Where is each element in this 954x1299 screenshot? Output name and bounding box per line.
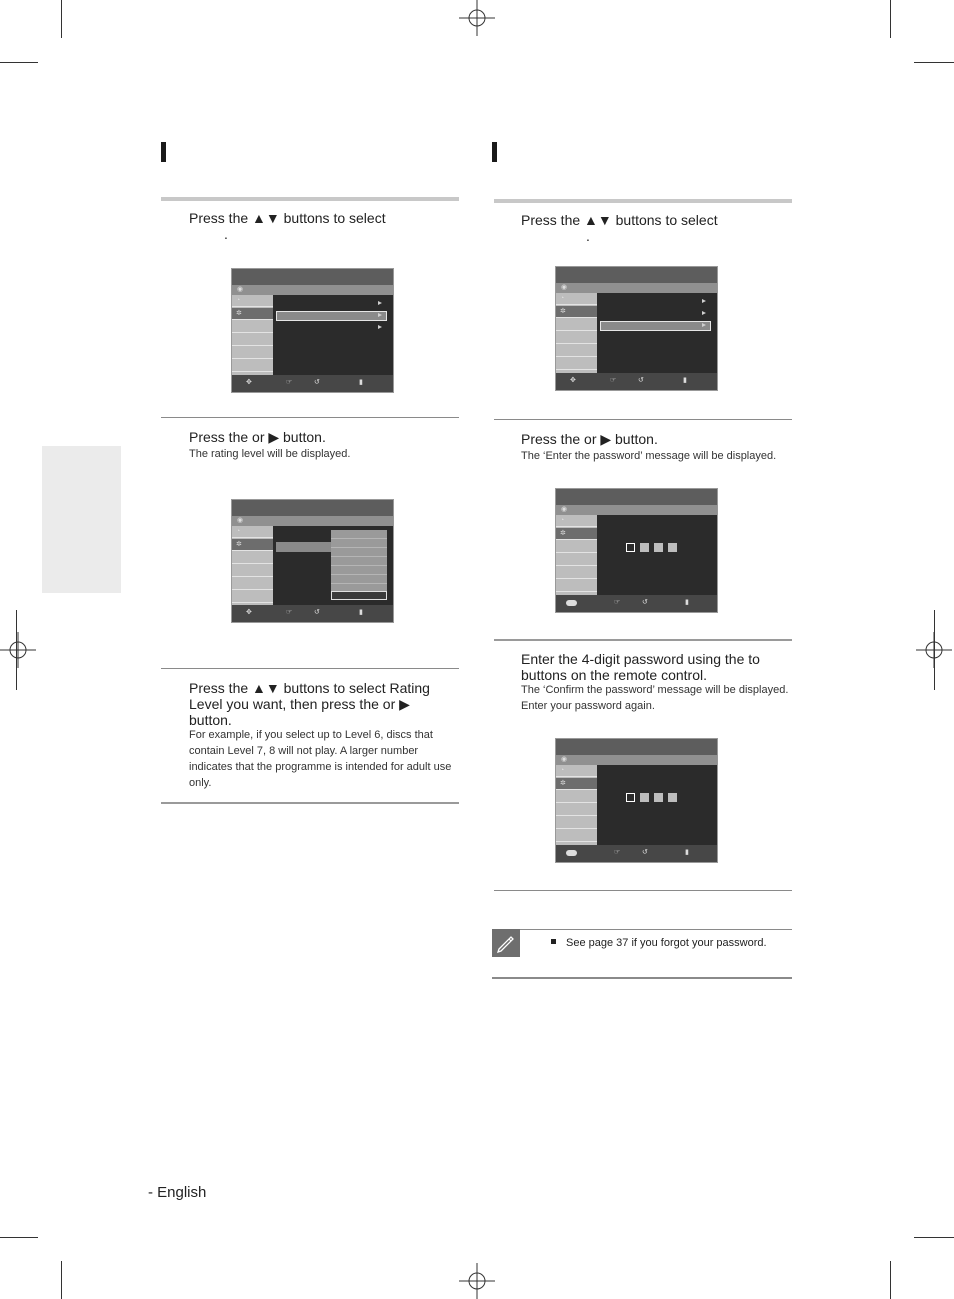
note-bullet bbox=[551, 939, 556, 944]
section-heading-bar bbox=[161, 142, 166, 162]
left-step1-dot: . bbox=[224, 226, 228, 242]
section-rule bbox=[494, 199, 792, 203]
right-step2-text: Press the or ▶ button. bbox=[521, 431, 658, 447]
crop-mark bbox=[934, 610, 935, 690]
left-step2-text: Press the or ▶ button. bbox=[189, 429, 326, 445]
left-step3-sub: For example, if you select up to Level 6, discs that contain Level 7, 8 will not play. A larger number indicates that the programme is intended for adult use only. bbox=[189, 729, 452, 789]
crop-mark bbox=[890, 1261, 891, 1299]
left-step1-text: Press the ▲▼ buttons to select bbox=[189, 210, 386, 226]
crop-mark bbox=[914, 1237, 954, 1238]
crop-mark bbox=[61, 1261, 62, 1299]
crop-mark bbox=[0, 62, 38, 63]
right-step3-sub: The ‘Confirm the password’ message will be displayed. Enter your password again. bbox=[521, 684, 789, 712]
enter-password-screenshot: ◉ ◔ ✲ ☞ ↺ ▮ bbox=[555, 488, 718, 613]
note-text: See page 37 if you forgot your password. bbox=[566, 937, 767, 949]
note-bottom-rule bbox=[492, 977, 792, 979]
step-divider bbox=[494, 639, 792, 641]
registration-mark bbox=[0, 632, 36, 668]
confirm-password-screenshot: ◉ ◔ ✲ ☞ ↺ ▮ bbox=[555, 738, 718, 863]
right-step2-sub: The ‘Enter the password’ message will be displayed. bbox=[521, 450, 777, 462]
crop-mark bbox=[16, 610, 17, 690]
step-divider bbox=[161, 417, 459, 418]
step-divider bbox=[494, 419, 792, 420]
step-divider bbox=[494, 890, 792, 891]
page-label: - English bbox=[148, 1184, 207, 1201]
note-top-rule bbox=[492, 929, 792, 930]
section-heading-bar bbox=[492, 142, 497, 162]
right-step3-text: Enter the 4-digit password using the to buttons on the remote control. bbox=[521, 651, 760, 683]
pencil-note-icon bbox=[492, 929, 520, 957]
right-step1-text: Press the ▲▼ buttons to select bbox=[521, 212, 718, 228]
left-step2-sub: The rating level will be displayed. bbox=[189, 448, 351, 460]
crop-mark bbox=[890, 0, 891, 38]
section-end-rule bbox=[161, 802, 459, 804]
section-rule bbox=[161, 197, 459, 201]
menu-screenshot-2: ◉ ◔ ✲ ✥ ☞ ↺ ▮ bbox=[555, 266, 718, 391]
registration-mark bbox=[459, 0, 495, 36]
rating-level-screenshot: ◉ ◔ ✲ ✥ ☞ ↺ ▮ bbox=[231, 499, 394, 623]
menu-screenshot-1: ◉ ◔ ✲ ✥ ☞ ↺ ▮ bbox=[231, 268, 394, 393]
section-side-tab bbox=[42, 446, 121, 593]
left-step3-text: Press the ▲▼ buttons to select Rating Level you want, then press the or ▶ button. bbox=[189, 680, 430, 728]
crop-mark bbox=[0, 1237, 38, 1238]
registration-mark bbox=[459, 1263, 495, 1299]
crop-mark bbox=[61, 0, 62, 38]
crop-mark bbox=[914, 62, 954, 63]
right-step1-dot: . bbox=[586, 228, 590, 244]
step-divider bbox=[161, 668, 459, 669]
